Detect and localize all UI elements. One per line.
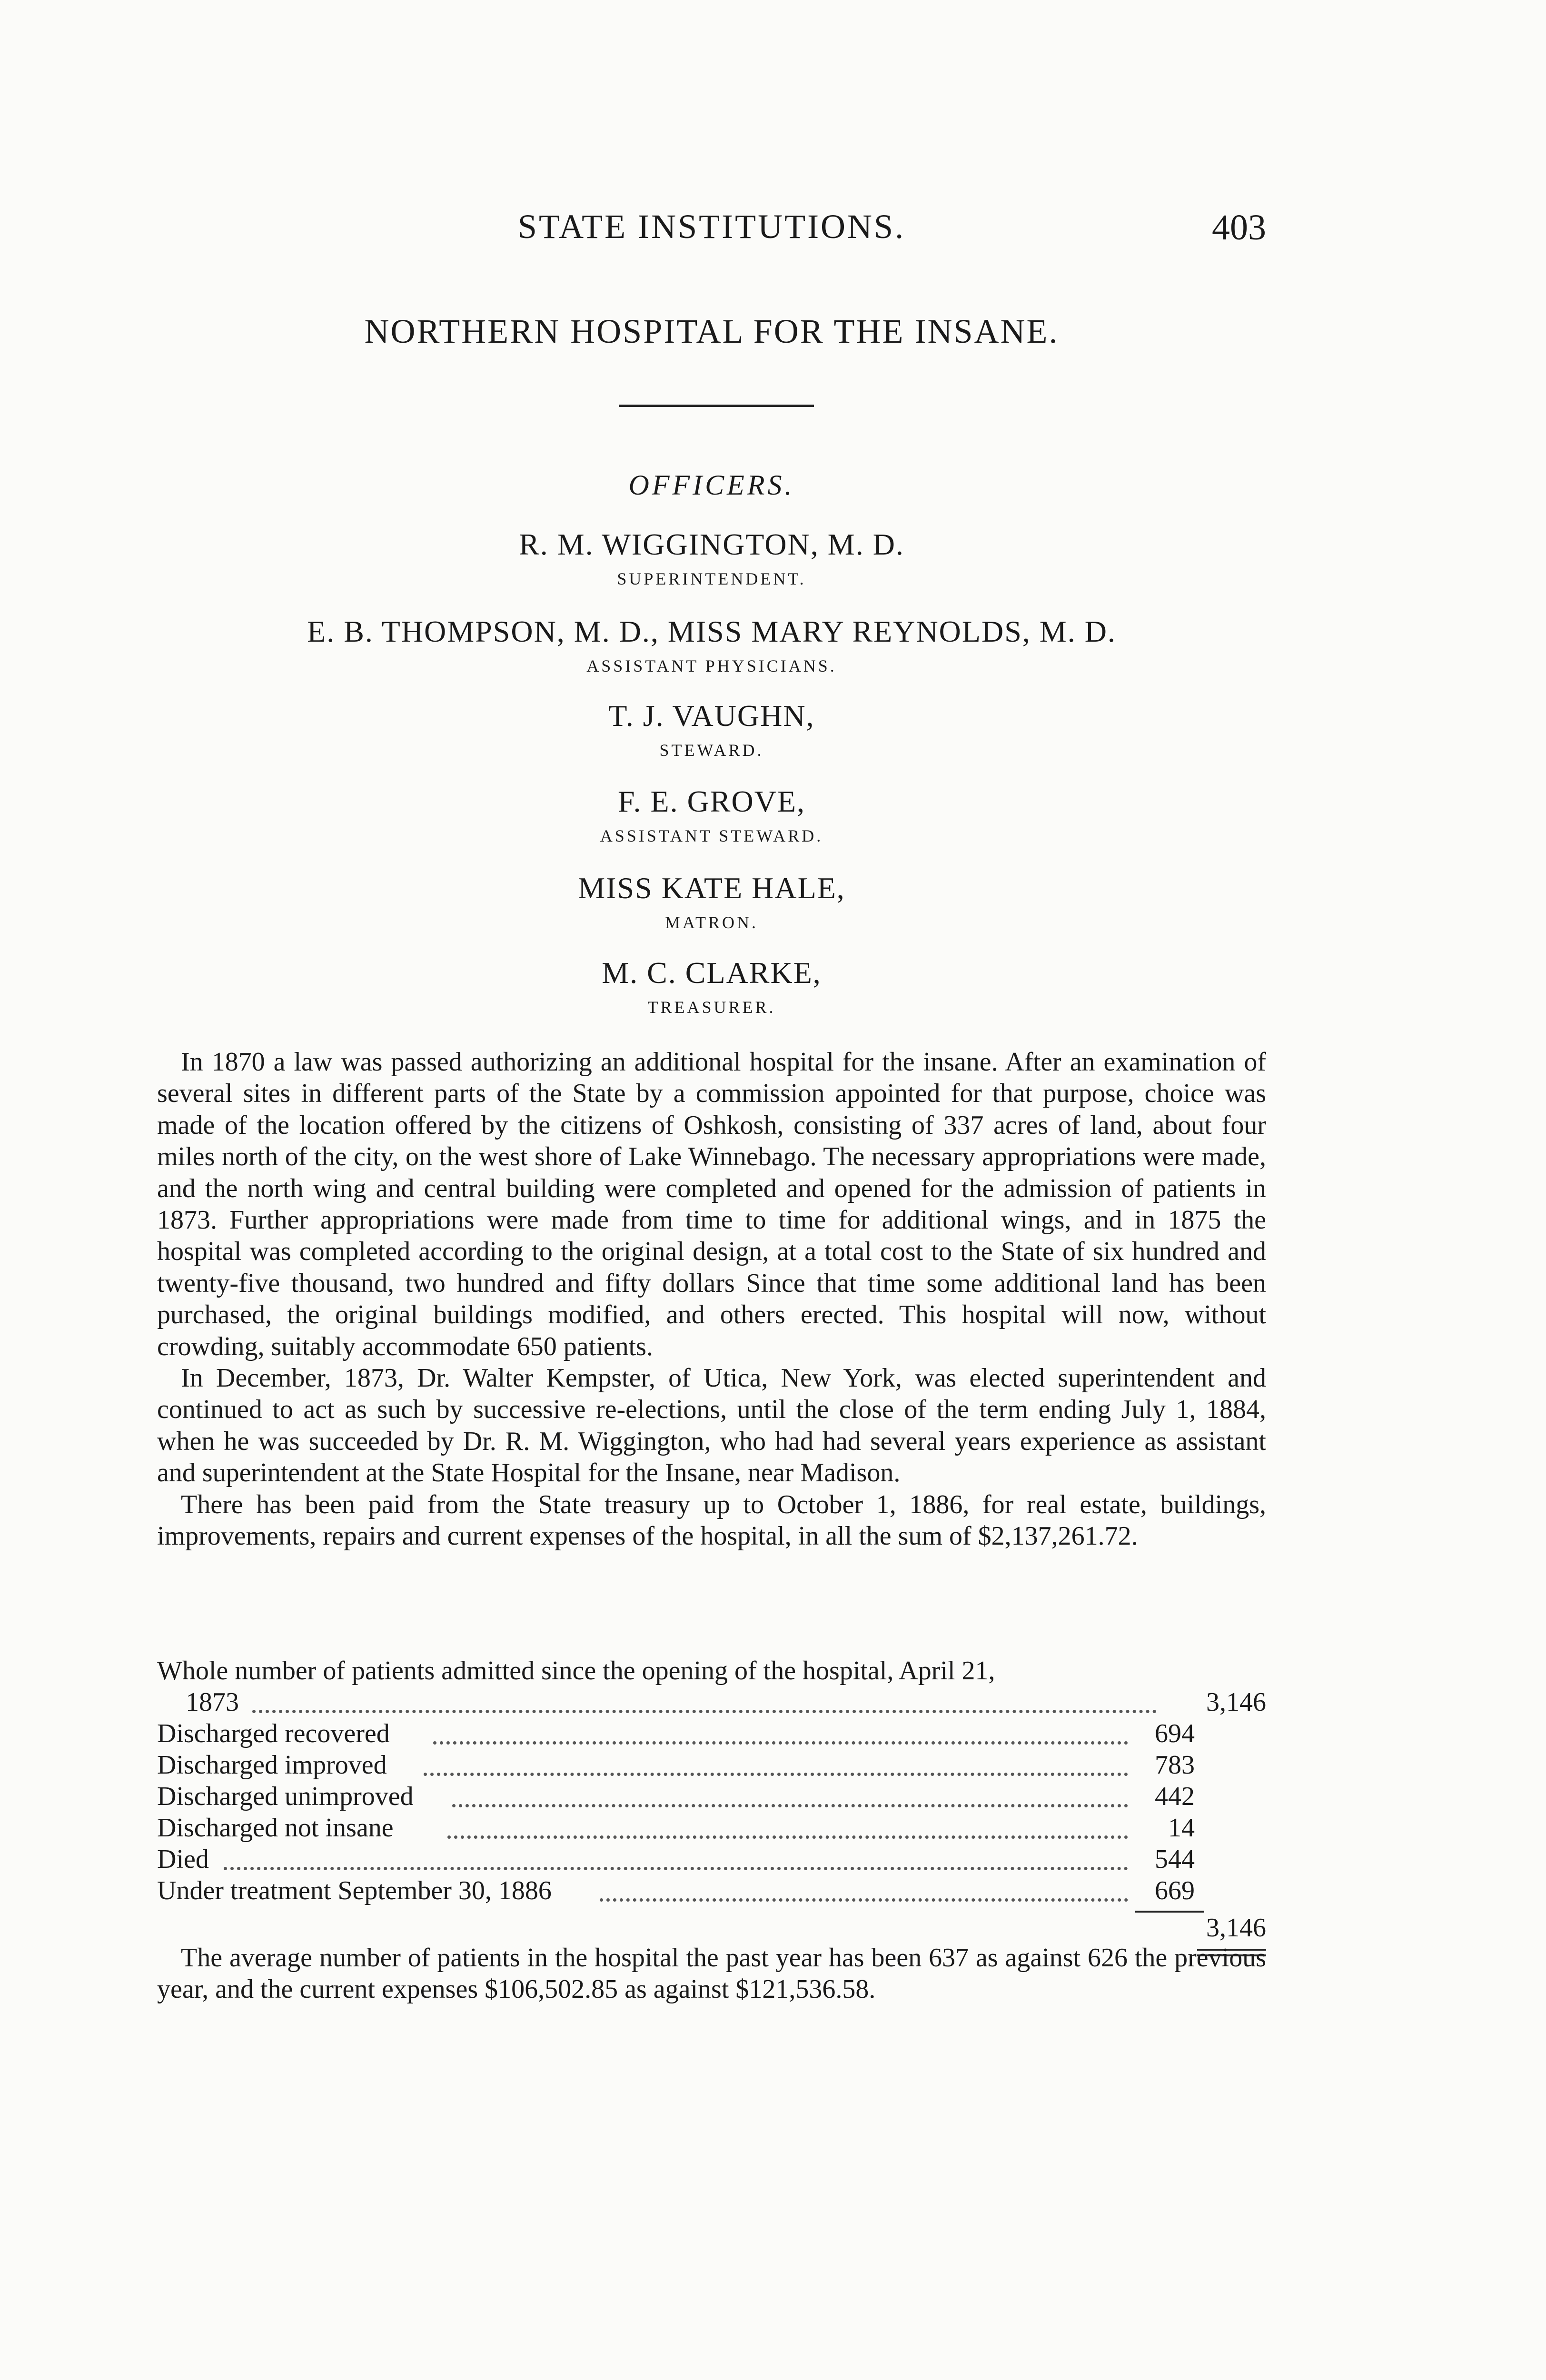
stat-value: 694 xyxy=(1155,1719,1195,1748)
officer-steward xyxy=(157,695,1266,764)
stat-value: 669 xyxy=(1155,1876,1195,1905)
stat-row-admitted-line1 xyxy=(157,1656,1266,1687)
officer-name: T. J. VAUGHN, xyxy=(608,699,815,733)
dot-leader xyxy=(433,1741,1128,1745)
body-text xyxy=(157,1046,1266,1552)
stat-row xyxy=(157,1718,1266,1750)
title-rule xyxy=(619,405,814,407)
officer-treasurer xyxy=(157,952,1266,1021)
stat-label: Discharged unimproved xyxy=(157,1782,414,1811)
officers-heading: OFFICERS. xyxy=(628,469,795,501)
officer-role: STEWARD. xyxy=(659,741,764,760)
officer-assistant-physicians xyxy=(157,611,1266,679)
officer-name: R. M. WIGGINGTON, M. D. xyxy=(519,527,904,561)
stat-value: 544 xyxy=(1155,1844,1195,1874)
officer-name: E. B. THOMPSON, M. D., MISS MARY REYNOLDS, M. D. xyxy=(307,615,1116,648)
stat-row xyxy=(157,1813,1266,1844)
dot-leader xyxy=(447,1835,1128,1839)
paragraph-averages: The average number of patients in the hospital the past year has been 637 as against 626 the previous year, and the current expenses $106,502.85 as against $121,536.58. xyxy=(157,1943,1266,2004)
dot-leader xyxy=(600,1898,1128,1902)
officer-role: SUPERINTENDENT. xyxy=(617,569,806,588)
paragraph-expenditure: There has been paid from the State treasury up to October 1, 1886, for real estate, buildings, improvements, repairs and current expenses of the hospital, in all the sum of $2,137,261.72. xyxy=(157,1489,1266,1551)
stat-row xyxy=(157,1750,1266,1781)
running-title: STATE INSTITUTIONS. xyxy=(517,208,906,246)
dot-leader xyxy=(452,1804,1128,1807)
stat-total: 3,146 xyxy=(1206,1913,1266,1943)
stat-total: 3,146 xyxy=(1206,1687,1266,1717)
officer-role: ASSISTANT STEWARD. xyxy=(600,826,823,845)
stat-label: Died xyxy=(157,1844,209,1874)
page-number: 403 xyxy=(1212,208,1266,248)
officer-name: M. C. CLARKE, xyxy=(602,956,822,990)
officer-role: MATRON. xyxy=(664,913,758,932)
officer-name: MISS KATE HALE, xyxy=(578,871,845,905)
running-head xyxy=(157,207,1266,259)
officer-name: F. E. GROVE, xyxy=(618,784,805,818)
closing-text xyxy=(157,1942,1266,2005)
officer-matron xyxy=(157,867,1266,936)
stat-label: Discharged recovered xyxy=(157,1719,390,1748)
stat-label: 1873 xyxy=(186,1687,239,1717)
stat-value: 14 xyxy=(1168,1813,1195,1843)
stat-value: 442 xyxy=(1155,1782,1195,1811)
dot-leader xyxy=(224,1867,1128,1870)
stat-label: Whole number of patients admitted since the opening of the hospital, April 21, xyxy=(157,1656,995,1686)
document-title: NORTHERN HOSPITAL FOR THE INSANE. xyxy=(364,312,1059,350)
stat-label: Discharged improved xyxy=(157,1750,387,1780)
dot-leader xyxy=(424,1773,1128,1776)
paragraph-history: In 1870 a law was passed authorizing an additional hospital for the insane. After an examination of several sites in different parts of the State by a commission appointed for that purpose, choice was made of the location offered by the citizens of Oshkosh, consisting of 337 acres of land, about four miles north of the city, on the west shore of Lake Winnebago. The necessary appropriations were made, and the north wing and central building were completed and opened for the admission of patients in 1873. Further appropriations were made from time to time for additional wings, and in 1875 the hospital was completed according to the original design, at a total cost to the State of six hundred and twenty-five thousand, two hundred and fifty dollars Since that time some additional land has been purchased, the original buildings modified, and others erected. This hospital will now, without crowding, suitably accommodate 650 patients. xyxy=(157,1047,1266,1361)
stat-row xyxy=(157,1875,1266,1907)
stat-value: 783 xyxy=(1155,1750,1195,1780)
stat-row-admitted-line2 xyxy=(157,1687,1266,1718)
stat-label: Discharged not insane xyxy=(157,1813,394,1843)
dot-leader xyxy=(252,1710,1157,1713)
officer-role: TREASURER. xyxy=(647,998,776,1017)
stat-row-sum xyxy=(157,1913,1266,1944)
officer-assistant-steward xyxy=(157,781,1266,849)
paragraph-superintendents: In December, 1873, Dr. Walter Kempster, of Utica, New York, was elected superintendent and continued to act as such by successive re-elections, until the close of the term ending July 1, 1884, when he was succeeded by Dr. R. M. Wiggington, who had had several years experience as assistant and superintendent at the State Hospital for the Insane, near Madison. xyxy=(157,1363,1266,1488)
stat-row xyxy=(157,1781,1266,1813)
officer-role: ASSISTANT PHYSICIANS. xyxy=(586,656,837,675)
stat-label: Under treatment September 30, 1886 xyxy=(157,1876,552,1905)
officer-superintendent xyxy=(157,524,1266,592)
stat-row xyxy=(157,1844,1266,1875)
